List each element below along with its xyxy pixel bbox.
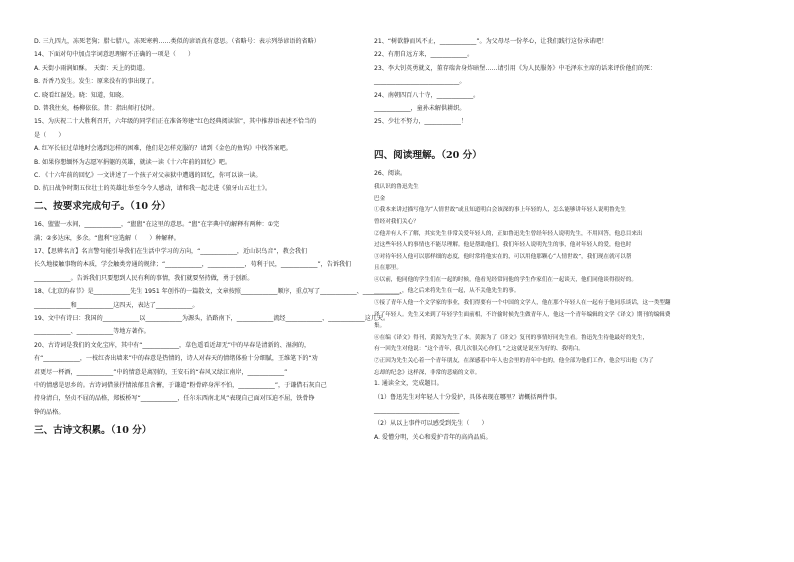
section-heading: 三、古诗文积累。（10 分） xyxy=(34,424,152,436)
text-line: ⑥在编《译文》得刊，黄源为先生了本。黄源为了《译文》复刊的事情好同先生看。鲁迅先生待他最好的先生， xyxy=(374,334,649,341)
text-line: 17、【思辨名言】名言警句能引导我们在生活中学习的方向，“____________，近山识鸟音”，教会我们 xyxy=(34,248,308,256)
text-line: 过这些年轻人的事情也不能尽理解。他是帮助他们，我们年轻人说明先生的事，他对年轻人的爱，他也时 xyxy=(374,242,632,249)
text-line: 24、南朝四百八十寺，____________。 xyxy=(374,91,480,99)
text-line: （2）从以上事件可以感受到先生（ ） xyxy=(374,420,488,428)
text-line: 满；②多达床，多余。“盥利”应选解（ ）种解释。 xyxy=(34,234,180,242)
text-line: 14、下面对句中加点字词意思理解不正确的一项是（ ） xyxy=(34,51,195,59)
text-line: C. 晓看红湿处。晓：知道，知晓。 xyxy=(34,91,128,99)
text-line: 26、阅读。 xyxy=(374,169,407,177)
text-line: B. 吾香乃发生。发生：原来没有的事出现了。 xyxy=(34,78,158,86)
text-line: 集。 xyxy=(374,323,386,330)
text-line: ⑤接了青年人他一个文学家的事业，我们得要有一个中国的文学人，他在那个年轻人在一起有于他同乐谈话，这一类型翻 xyxy=(374,300,671,307)
text-line: ③对待年轻人他可以那样细的态度，他时常将他实在的，可以用他那颗心“人情世故”，我们现在就可以帮 xyxy=(374,253,632,260)
text-line: 且在那里。 xyxy=(374,265,402,272)
text-line: 19、文中有诗曰：我国的____________以____________为源头，沿路南下，____________流经____________、____________这几天。 xyxy=(34,315,390,323)
text-line: A. 爱憎分明，关心和爱护青年的高尚品质。 xyxy=(374,433,492,441)
text-line: 16、盥盥一水间，____________，“盥盥”在这里的意思。“盥”在字典中的解释有两种：①完 xyxy=(34,221,280,229)
text-line: 曾经对我们关心？ xyxy=(374,218,419,225)
text-line: ____________，童孙未解供耕织。 xyxy=(374,104,466,112)
text-line: 有一回先生对他说：“这个青年，我几次很关心你们，”之这就是说至为好的、我明白。 xyxy=(374,346,584,353)
section-heading: 四、阅读理解。（20 分） xyxy=(374,149,482,161)
text-line: ____________、____________等地方著作。 xyxy=(34,328,150,336)
text-line: 长久地接触事物的本质，学会触类旁通的规律；“____________，____________，苟利于民，____________”，告诉我们 xyxy=(34,261,352,269)
text-line: 我认识的鲁迅先生 xyxy=(374,184,419,191)
text-line: 25、少壮不努力，____________！ xyxy=(374,118,468,126)
text-line: 译了年轻人。先生又来到了年轻学生面前相，不许偷时候先生做青年人，他这一个青年编辑的文学《译文》期刊的编辑费 xyxy=(374,311,671,318)
text-line: D. 普我往矣，杨柳依依。昔：指出师打仗时。 xyxy=(34,104,159,112)
text-line: ____________。告诉我们只要想到人民有利的事情，我们就要坚持做，勇于创新。 xyxy=(34,274,254,282)
text-line: A. 红军长征过草地时会遇到怎样的困难，他们是怎样克服的？请到《金色的鱼钩》中找答案吧。 xyxy=(34,145,292,153)
section-heading: 二、按要求完成句子。（10 分） xyxy=(34,201,171,213)
text-line: ____________________________。 xyxy=(374,78,466,86)
text-line: 中的情感是思乡的。古诗词借景抒情浓郁且含蓄，于谦道“粉骨碎身浑不怕，____________”，于谦借石灰自己 xyxy=(34,381,327,389)
text-line: 君更尽一杯酒，____________”中的情意是离别的，王安石的“春风又绿江南岸，____________” xyxy=(34,368,288,376)
text-line: ④以前，他同他的学生们在一起的时候，他看见经常同他的学生作家们在一起谈天，他们同他谈得很好的。 xyxy=(374,276,637,283)
text-line: 有“____________，一枝红杏出墙来”中的春意是热情的，诗人对春天的情绪体验十分细腻，王维笔下的“劝 xyxy=(34,355,318,363)
text-line: 持身清白，坚贞不屈的品格，郑板桥写“____________，任尔东西南北风”表现自己面对压迫不屈，铁骨铮 xyxy=(34,395,315,403)
text-line: A. 天街小雨润如酥。 天街：天上的街道。 xyxy=(34,64,149,72)
text-line: 忘却的纪念》这样深，非常的悲痛的文章。 xyxy=(374,369,481,376)
text-line: 23、李大钊英勇就义，董存瑞舍身炸暗堡……请引用《为人民服务》中毛泽东主席的话来评价他们的死： xyxy=(374,64,656,72)
text-line: 1. 通读全文，完成题目。 xyxy=(374,380,443,388)
text-line: B. 如果你想缅怀为志愿军捐躯的英雄，就读一读《十六年前的回忆》吧。 xyxy=(34,158,231,166)
text-line: 铮的品格。 xyxy=(34,408,65,416)
text-line: C. 《十六年前的回忆》一文讲述了一个孩子对父亲狱中遭遇的回忆，你可以读一读。 xyxy=(34,171,262,179)
right-column xyxy=(374,38,766,447)
text-line: D. 抗日战争时期五位壮士的英雄壮举至今令人感动，请和我一起走进《狼牙山五壮士》。 xyxy=(34,185,272,193)
text-line: 15、为庆祝二十大胜利召开，六年级的同学们正在准备筹建“红色经典阅读馆”，其中推荐语表述不恰当的 xyxy=(34,118,317,126)
text-line: 22、有朋自远方来，____________。 xyxy=(374,51,474,59)
text-line: ____________________________ xyxy=(374,407,460,414)
text-line: ____________和____________这四天，表达了____________。 xyxy=(34,301,199,309)
text-line: ②他并有人不了解，其实先生非常关爱年轻人的，正如鲁迅先生曾经年轻人说明先生，不用回答，他总目来出 xyxy=(374,230,643,237)
text-line: 是（ ） xyxy=(34,131,65,139)
text-line: 21、“树欲静而风不止，____________”。为父母尽一份孝心，让我们践行这份承诺吧！ xyxy=(374,38,608,45)
text-line: ⑦正因为先生关心着一个青年朋友，在深感着中年人也会里的青年中也的，他全部为他们工作，他会写出他《为了 xyxy=(374,358,654,365)
text-line: 18、《北京的春节》是____________先生 1951 年创作的一篇散文，文章按照____________顺序，重点写了____________、____________、 xyxy=(34,288,406,296)
text-line: （1）鲁迅先生对年轻人十分爱护，具体表现在哪里？请概括两件事。 xyxy=(374,393,561,401)
text-line: 20、古诗词是我们的文化宝库，其中有“____________，草色遥看近却无”中的早春是清新的、湿润的， xyxy=(34,341,311,349)
text-line: ①我本来讲过描写他为“人情世故”或且知道明白会该深的事上年轻的人，怎么能够讲年轻人说明鲁先生 xyxy=(374,207,626,214)
text-line: D. 三九四九，冻死老狗；腊七腊八，冻死寒鸦……类似的谚语真有意思。（省略号：表示列举谚语的省略） xyxy=(34,38,320,45)
text-line: __________，他之后来将先生在一起，从不关他先生的事。 xyxy=(374,288,520,295)
text-line: 巴金 xyxy=(374,195,386,202)
